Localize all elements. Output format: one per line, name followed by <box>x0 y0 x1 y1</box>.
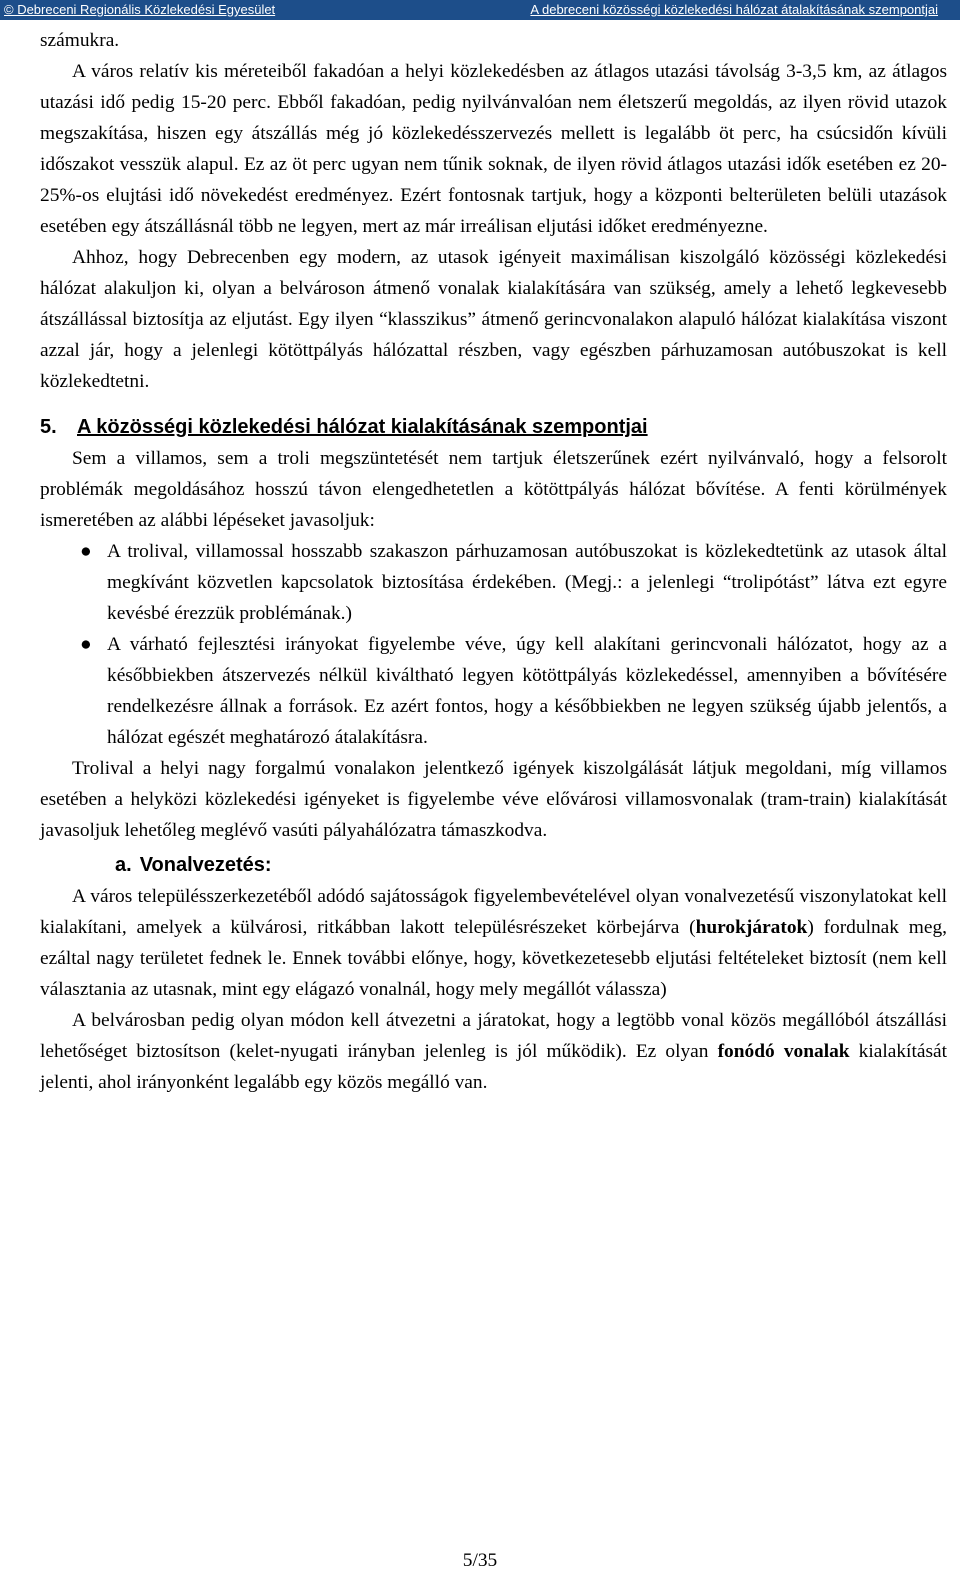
proposal-bullet-list <box>40 536 947 753</box>
list-item <box>40 536 947 629</box>
paragraph-modern-network: Ahhoz, hogy Debrecenben egy modern, az utasok igényeit maximálisan kiszolgáló közösségi közlekedési hálózat alakuljon ki, olyan a belvároson átmenő vonalak kialakítására van szükség, amely a lehető legkevesebb átszállással biztosítja az eljutást. Egy ilyen “klasszikus” átmenő gerincvonalakon alapuló hálózat kialakítása viszont azzal jár, hogy a jelenlegi kötöttpályás hálózattal részben, vagy egészben párhuzamosan autóbuszokat is kell közlekedtetni. <box>40 247 947 392</box>
subsection-a-heading <box>115 850 947 881</box>
text-run: A város településszerkezetéből adódó sajátosságok figyelembevételével olyan vonalvezetésű viszonylatokat kell kialakítani, amelyek a külvárosi, ritkábban lakott településrészeket körbejárva ( <box>40 886 947 938</box>
bullet-icon: ● <box>80 634 92 655</box>
bold-term-fonodo-vonalak: fonódó vonalak <box>717 1041 850 1062</box>
text-run: A belvárosban pedig olyan módon kell átvezetni a járatokat, hogy a legtöbb vonal közös megállóból átszállási lehetőséget biztosítson (kelet-nyugati irányban jelenleg is jól működik). Ez olyan <box>40 1010 947 1062</box>
section-5-number: 5. <box>40 416 57 438</box>
bullet-text: A trolival, villamossal hosszabb szakaszon párhuzamosan autóbuszokat is közlekedtetünk az utasok által megkívánt közvetlen kapcsolatok biztosítása érdekében. (Megj.: a jelenlegi “trolipótást” látva ezt egyre kevésbé érezzük problémának.) <box>107 541 947 624</box>
header-organization-link[interactable]: © Debreceni Regionális Közlekedési Egyesület <box>4 2 276 17</box>
paragraph-downtown-routes <box>40 1005 947 1098</box>
document-body <box>40 25 947 1098</box>
list-item <box>40 629 947 753</box>
bullet-text: A várható fejlesztési irányokat figyelembe véve, úgy kell alakítani gerincvonali hálózatot, hogy az a későbbiekben átszervezés nélkül kiváltható legyen kötöttpályás közlekedéssel, amennyiben a bővítésére rendelkezésre állnak a források. Ez azért fontos, hogy a későbbiekben ne legyen szükség újabb jelentős, a hálózat egészét meghatározó átalakításra. <box>107 634 947 748</box>
subsection-a-title: Vonalvezetés: <box>139 854 272 876</box>
section-5-heading <box>40 412 947 443</box>
section-5-intro: Sem a villamos, sem a troli megszüntetését nem tartjuk életszerűnek ezért nyilvánvaló, hogy a felsorolt problémák megoldásához hosszú távon elengedhetetlen a kötöttpályás hálózat bővítése. A fenti körülmények ismeretében az alábbi lépéseket javasoljuk: <box>40 448 947 531</box>
subsection-a-letter: a. <box>115 854 132 876</box>
paragraph-travel-distance: A város relatív kis méreteiből fakadóan a helyi közlekedésben az átlagos utazási távolság 3-3,5 km, az átlagos utazási idő pedig 15-20 perc. Ebből fakadóan, pedig nyilvánvalóan nem életszerű megoldás, az ilyen rövid utazok megszakítása, hiszen egy átszállás még jó közlekedésszervezés mellett is legalább öt perc, ha csúcsidőn kívüli időszakot vesszük alapul. Ez az öt perc ugyan nem tűnik soknak, de ilyen rövid átlagos utazási idők esetében ez 20-25%-os elujtási idő növekedést eredményez. Ezért fontosnak tartjuk, hogy a központi belterületen belüli utazások esetében egy átszállásnál több ne legyen, mert az már irreálisan eljutási időket eredményezne. <box>40 61 947 237</box>
text-run: kialakítását jelenti, ahol irányonként legalább egy közös megálló van. <box>40 1041 947 1093</box>
bold-term-hurokjaratok: hurokjáratok <box>695 917 808 938</box>
bullet-icon: ● <box>80 541 92 562</box>
page-number: 5/35 <box>462 1550 498 1571</box>
document-header-bar <box>0 0 960 20</box>
text-run: ) fordulnak meg, ezáltal nagy területet fednek le. Ennek további előnye, hogy, következetesebb eljutási feltételeket biztosít (nem kell választania az utasnak, mint egy elágazó vonalnál, hogy mely megállót válassza) <box>40 917 947 1000</box>
header-document-title-link[interactable]: A debreceni közösségi közlekedési hálózat átalakításának szempontjai <box>530 2 938 17</box>
paragraph-continuation: számukra. <box>40 30 120 51</box>
paragraph-troli-villamos: Trolival a helyi nagy forgalmú vonalakon jelentkező igények kiszolgálását látjuk megoldani, míg villamos esetében a helyközi közlekedési igényeket is figyelembe véve elővárosi villamosvonalak (tram-train) kialakítását javasoljuk lehetőleg meglévő vasúti pályahálózatra támaszkodva. <box>40 758 947 841</box>
paragraph-loop-routes <box>40 881 947 1005</box>
section-5-title: A közösségi közlekedési hálózat kialakításának szempontjai <box>77 416 648 438</box>
